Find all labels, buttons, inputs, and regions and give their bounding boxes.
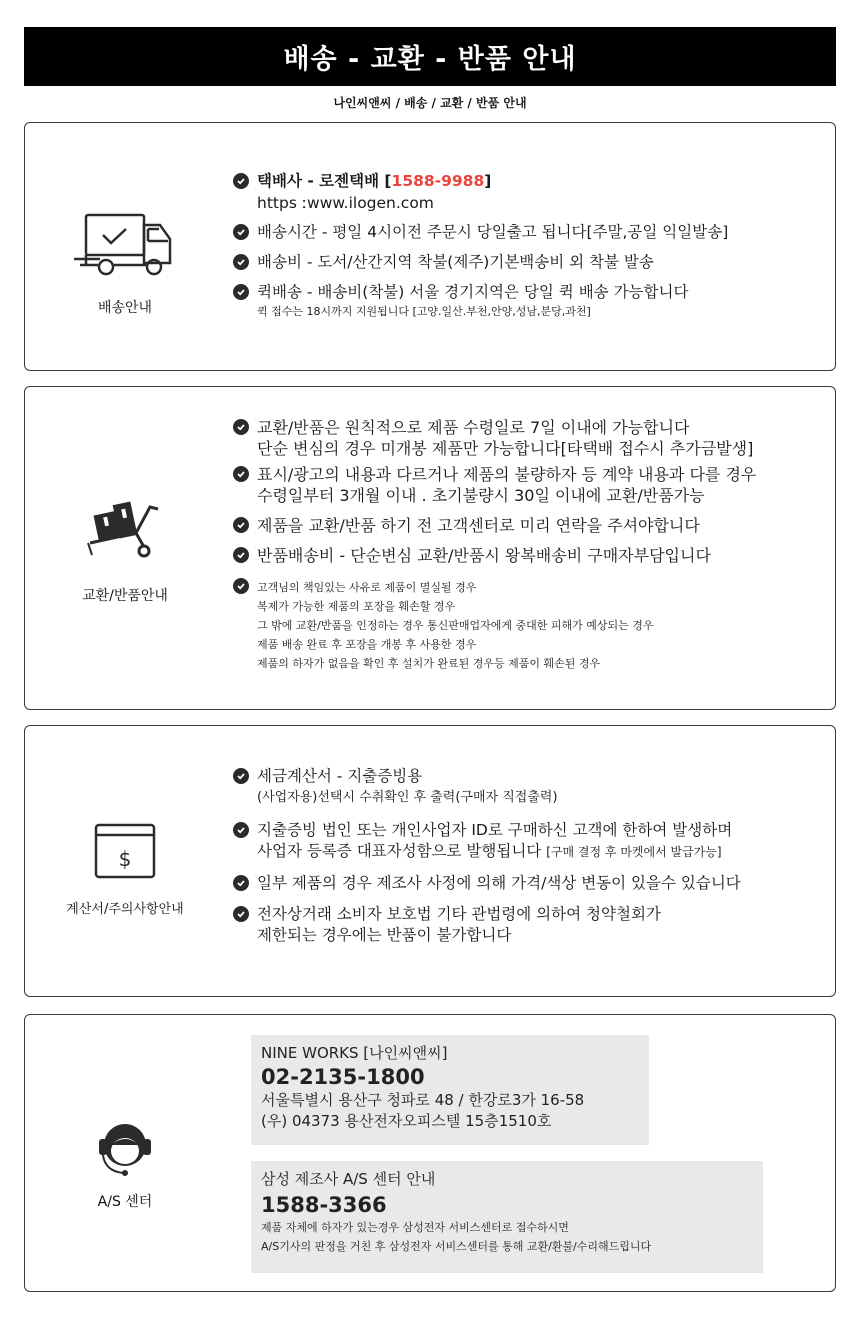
list-item bbox=[233, 171, 825, 214]
invoice-rule-2b bbox=[257, 841, 732, 863]
shipping-time: 배송시간 - 평일 4시이전 주문시 당일출고 됩니다[주말,공일 익일발송] bbox=[257, 223, 729, 241]
list-item bbox=[233, 252, 825, 273]
list-item bbox=[233, 904, 825, 946]
exchange-rule-1b: 단순 변심의 경우 미개봉 제품만 가능합니다[타택배 접수시 추가금발생] bbox=[257, 439, 754, 458]
courier-bracket: ] bbox=[484, 172, 492, 190]
exchange-section bbox=[24, 386, 836, 710]
list-item bbox=[233, 545, 825, 566]
check-icon bbox=[233, 517, 249, 533]
check-icon bbox=[233, 173, 249, 189]
check-icon bbox=[233, 254, 249, 270]
as-label: A/S 센터 bbox=[97, 1194, 153, 1210]
headset-agent-icon bbox=[85, 1119, 165, 1181]
courier-text: 택배사 - 로젠택배 [ bbox=[257, 172, 392, 190]
company-info-card bbox=[251, 1035, 649, 1145]
invoice-rule-3: 일부 제품의 경우 제조사 사정에 의해 가격/색상 변동이 있을수 있습니다 bbox=[257, 874, 741, 892]
company-phone: 02-2135-1800 bbox=[261, 1065, 425, 1089]
exchange-note: 복제가 가능한 제품의 포장을 훼손할 경우 bbox=[257, 600, 456, 613]
check-icon bbox=[233, 822, 249, 838]
invoice-rule-1: 세금계산서 - 지출증빙용 bbox=[257, 767, 423, 785]
list-item bbox=[233, 578, 825, 673]
list-item bbox=[233, 282, 825, 321]
invoice-content bbox=[233, 766, 825, 946]
invoice-rule-2: 지출증빙 법인 또는 개인사업자 ID로 구매하신 고객에 한하여 발생하며 bbox=[257, 821, 733, 839]
list-item bbox=[233, 515, 825, 536]
samsung-as-phone: 1588-3366 bbox=[261, 1193, 387, 1217]
check-icon bbox=[233, 419, 249, 435]
invoice-rule-1b: (사업자용)선택시 수취확인 후 출력(구매자 직접출력) bbox=[257, 790, 558, 805]
as-center-section bbox=[24, 1014, 836, 1292]
check-icon bbox=[233, 875, 249, 891]
shipping-section bbox=[24, 122, 836, 371]
invoice-rule-2b-text: 사업자 등록증 대표자성함으로 발행됩니다 bbox=[257, 842, 542, 860]
check-icon bbox=[233, 466, 249, 482]
exchange-rule-2: 표시/광고의 내용과 다르거나 제품의 불량하자 등 계약 내용과 다를 경우 bbox=[257, 465, 757, 484]
company-postal-address: (우) 04373 용산전자오피스텔 15층1510호 bbox=[261, 1112, 552, 1130]
invoice-rule-4: 전자상거래 소비자 보호법 기타 관법령에 의하여 청약철회가 bbox=[257, 905, 661, 923]
check-icon bbox=[233, 768, 249, 784]
check-icon bbox=[233, 547, 249, 563]
shipping-label: 배송안내 bbox=[97, 300, 153, 316]
exchange-content bbox=[233, 417, 825, 673]
samsung-as-title: 삼성 제조사 A/S 센터 안내 bbox=[261, 1170, 436, 1188]
samsung-as-card bbox=[251, 1161, 763, 1273]
list-item bbox=[233, 873, 825, 894]
check-icon bbox=[233, 284, 249, 300]
check-icon bbox=[233, 906, 249, 922]
company-name: NINE WORKS [나인씨앤씨] bbox=[261, 1044, 448, 1062]
exchange-icon-column bbox=[25, 499, 225, 605]
check-icon bbox=[233, 578, 249, 594]
exchange-label: 교환/반품안내 bbox=[82, 588, 168, 604]
list-item bbox=[233, 820, 825, 863]
invoice-icon-column bbox=[25, 822, 225, 917]
shipping-content bbox=[233, 171, 825, 321]
company-address: 서울특별시 용산구 청파로 48 / 한강로3가 16-58 bbox=[261, 1091, 585, 1109]
svg-text:$: $ bbox=[118, 847, 132, 871]
list-item bbox=[233, 766, 825, 808]
breadcrumb: 나인씨앤씨 / 배송 / 교환 / 반품 안내 bbox=[333, 96, 527, 110]
invoice-rule-4b: 제한되는 경우에는 반품이 불가합니다 bbox=[257, 926, 512, 944]
list-item bbox=[233, 222, 825, 243]
exchange-note: 제품 배송 완료 후 포장을 개봉 후 사용한 경우 bbox=[257, 638, 477, 651]
exchange-rule-2b: 수령일부터 3개월 이내 . 초기불량시 30일 이내에 교환/반품가능 bbox=[257, 486, 705, 505]
quick-delivery: 퀵배송 - 배송비(착불) 서울 경기지역은 당일 퀵 배송 가능합니다 bbox=[257, 283, 689, 301]
courier-url: https ːwww.ilogen.com bbox=[257, 194, 434, 212]
samsung-as-note: A/S기사의 판정을 거친 후 삼성전자 서비스센터를 통해 교환/환불/수리해드립니다 bbox=[261, 1240, 652, 1253]
courier-line bbox=[257, 171, 491, 192]
list-item bbox=[233, 464, 825, 506]
exchange-note: 그 밖에 교환/반품을 인정하는 경우 통신판매업자에게 중대한 피해가 예상되는 경우 bbox=[257, 619, 654, 632]
samsung-as-note: 제품 자체에 하자가 있는경우 삼성전자 서비스센터로 접수하시면 bbox=[261, 1221, 569, 1234]
invoice-dollar-icon bbox=[93, 822, 157, 880]
invoice-section bbox=[24, 725, 836, 997]
exchange-rule-1: 교환/반품은 원칙적으로 제품 수령일로 7일 이내에 가능합니다 bbox=[257, 418, 690, 437]
hand-truck-boxes-icon bbox=[86, 499, 164, 563]
courier-phone: 1588-9988 bbox=[391, 172, 485, 190]
quick-note: 퀵 접수는 18시까지 지원됩니다 [고양.일산.부천,안양,성남,분당,과천] bbox=[257, 305, 591, 318]
page-title: 배송 - 교환 - 반품 안내 bbox=[24, 27, 836, 86]
exchange-rule-3: 제품을 교환/반품 하기 전 고객센터로 미리 연락을 주셔야합니다 bbox=[257, 516, 700, 535]
exchange-note: 고객님의 책임있는 사유로 제품이 멸실될 경우 bbox=[257, 581, 477, 594]
invoice-label: 계산서/주의사항안내 bbox=[66, 902, 184, 917]
exchange-note: 제품의 하자가 없음을 확인 후 설치가 완료된 경우등 제품이 훼손된 경우 bbox=[257, 657, 601, 670]
shipping-fee: 배송비 - 도서/산간지역 착불(제주)기본백송비 외 착불 발송 bbox=[257, 253, 654, 271]
check-icon bbox=[233, 224, 249, 240]
delivery-truck-icon bbox=[70, 211, 180, 281]
exchange-rule-4: 반품배송비 - 단순변심 교환/반품시 왕복배송비 구매자부담입니다 bbox=[257, 546, 711, 565]
list-item bbox=[233, 417, 825, 459]
invoice-rule-2b-note: [구매 결정 후 마켓에서 발급가능] bbox=[546, 845, 722, 859]
as-icon-column bbox=[25, 1119, 225, 1211]
shipping-icon-column bbox=[25, 211, 225, 317]
